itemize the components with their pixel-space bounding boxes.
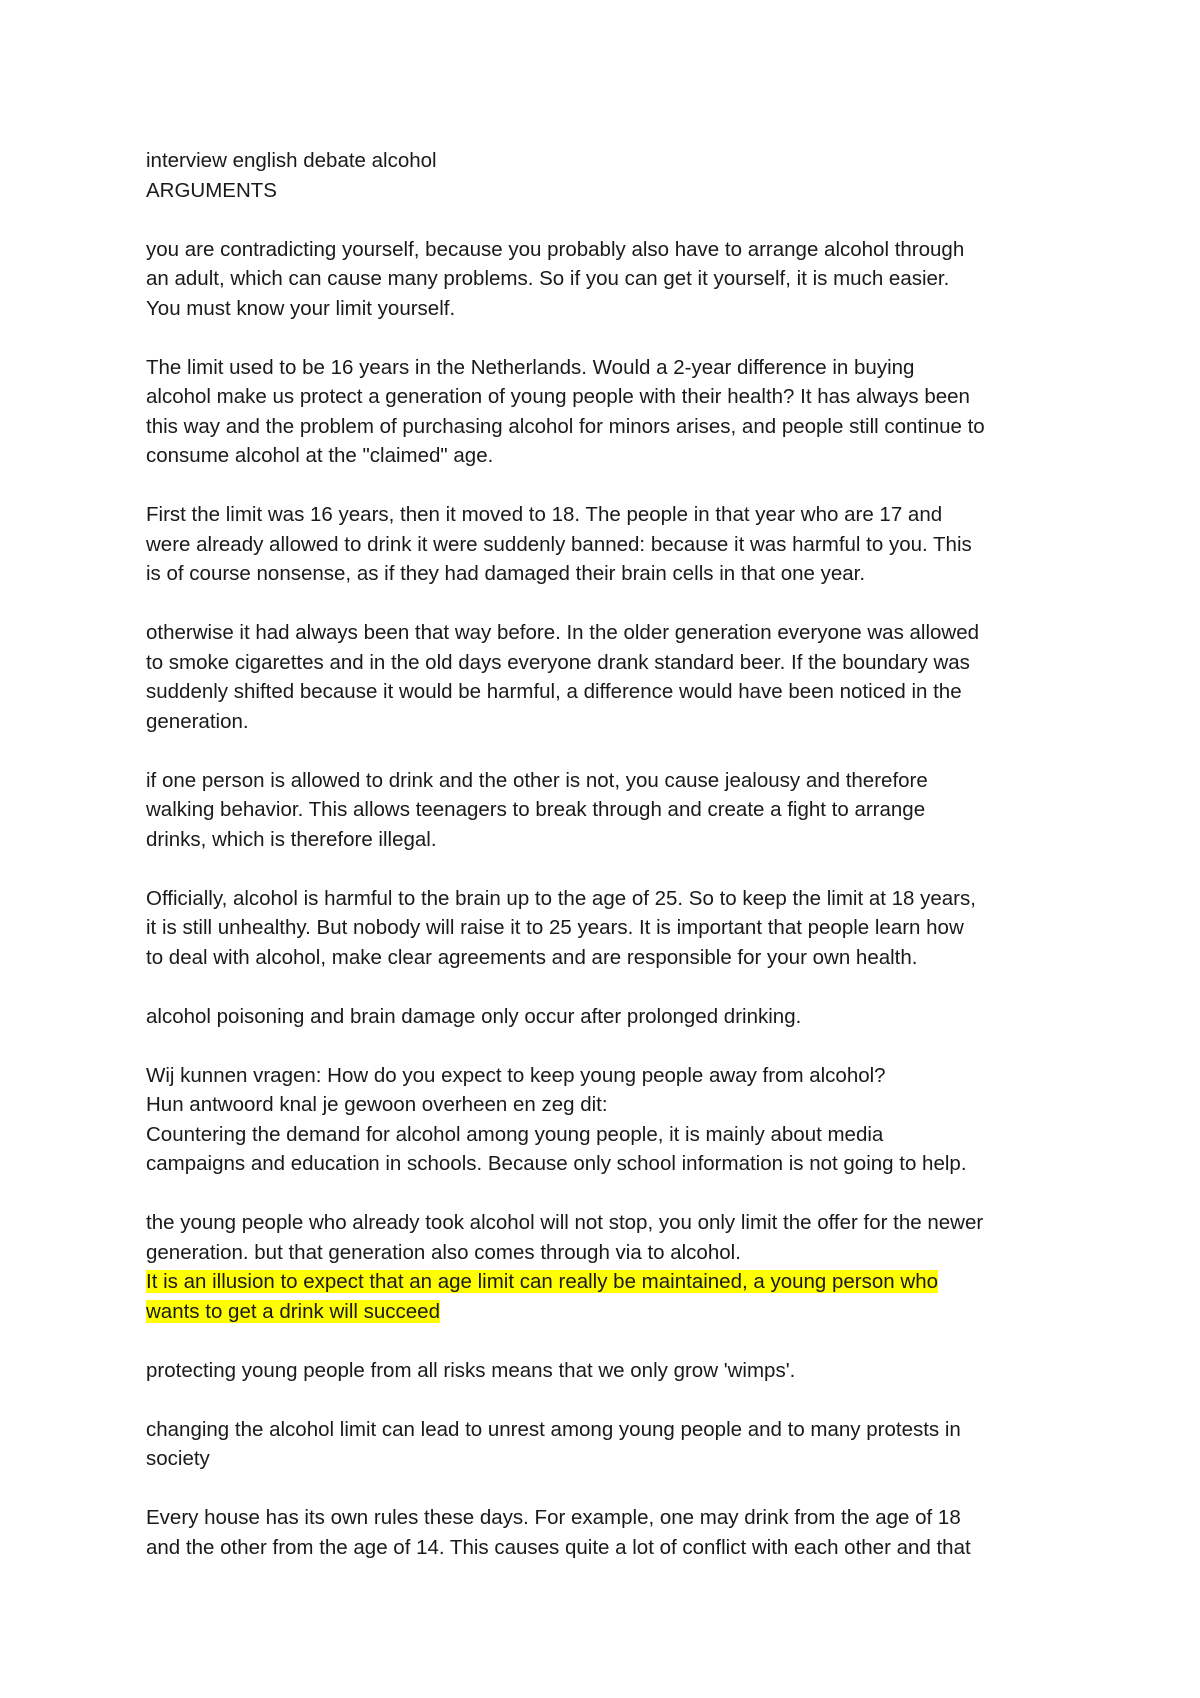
- text-line: Hun antwoord knal je gewoon overheen en zeg dit:: [146, 1093, 608, 1116]
- text-line: Countering the demand for alcohol among young people, it is mainly about media: [146, 1122, 884, 1146]
- document-body: [146, 146, 1076, 1562]
- paragraph-spacer: [146, 1326, 1076, 1356]
- text-line: consume alcohol at the "claimed" age.: [146, 444, 494, 467]
- text-line: were already allowed to drink it were suddenly banned: because it was harmful to you. This: [146, 532, 972, 556]
- highlight-text: wants to get a drink will succeed: [146, 1299, 440, 1323]
- paragraph-spacer: [146, 854, 1076, 884]
- paragraph-spacer: [146, 736, 1076, 766]
- document-title: interview english debate alcohol: [146, 149, 437, 172]
- paragraph: [146, 884, 1076, 973]
- paragraph: [146, 1002, 1076, 1032]
- paragraph: [146, 1503, 1076, 1562]
- text-line: You must know your limit yourself.: [146, 296, 456, 320]
- text-line: otherwise it had always been that way before. In the older generation everyone was allowed: [146, 621, 980, 644]
- text-line: this way and the problem of purchasing alcohol for minors arises, and people still continue to: [146, 414, 985, 438]
- paragraph: [146, 766, 1076, 855]
- paragraph-spacer: [146, 205, 1076, 235]
- paragraph: [146, 618, 1076, 736]
- highlight-text: It is an illusion to expect that an age limit can really be maintained, a young person who: [146, 1270, 938, 1293]
- text-line: walking behavior. This allows teenagers to break through and create a fight to arrange: [146, 798, 926, 821]
- paragraph: [146, 353, 1076, 471]
- paragraph-spacer: [146, 471, 1076, 501]
- paragraph-spacer: [146, 323, 1076, 353]
- text-line: the young people who already took alcohol will not stop, you only limit the offer for the newer: [146, 1211, 984, 1234]
- text-line: suddenly shifted because it would be harmful, a difference would have been noticed in the: [146, 680, 962, 703]
- text-line: alcohol poisoning and brain damage only occur after prolonged drinking.: [146, 1004, 802, 1028]
- highlighted-line: [146, 1297, 1076, 1327]
- text-line: if one person is allowed to drink and the other is not, you cause jealousy and therefore: [146, 768, 928, 792]
- text-line: Officially, alcohol is harmful to the brain up to the age of 25. So to keep the limit at 18 years,: [146, 886, 976, 910]
- text-line: to smoke cigarettes and in the old days everyone drank standard beer. If the boundary was: [146, 650, 970, 674]
- text-line: First the limit was 16 years, then it moved to 18. The people in that year who are 17 and: [146, 503, 943, 526]
- text-line: drinks, which is therefore illegal.: [146, 827, 437, 851]
- text-line: alcohol make us protect a generation of young people with their health? It has always been: [146, 385, 970, 408]
- text-line: and the other from the age of 14. This causes quite a lot of conflict with each other and that: [146, 1535, 971, 1559]
- paragraph: [146, 1356, 1076, 1386]
- paragraph-spacer: [146, 1474, 1076, 1504]
- text-line: it is still unhealthy. But nobody will raise it to 25 years. It is important that people learn how: [146, 916, 964, 939]
- text-line: generation. but that generation also comes through via to alcohol.: [146, 1240, 741, 1264]
- paragraph: [146, 500, 1076, 589]
- text-line: society: [146, 1447, 210, 1470]
- highlighted-line: [146, 1267, 1076, 1297]
- text-line: an adult, which can cause many problems. So if you can get it yourself, it is much easier.: [146, 267, 950, 290]
- text-line: campaigns and education in schools. Because only school information is not going to help.: [146, 1152, 967, 1175]
- paragraph: [146, 1061, 1076, 1179]
- section-heading: ARGUMENTS: [146, 178, 277, 202]
- paragraph: [146, 235, 1076, 324]
- text-line: generation.: [146, 709, 249, 733]
- paragraph-spacer: [146, 589, 1076, 619]
- text-line: The limit used to be 16 years in the Netherlands. Would a 2-year difference in buying: [146, 355, 915, 379]
- paragraph-spacer: [146, 1179, 1076, 1209]
- text-line: is of course nonsense, as if they had damaged their brain cells in that one year.: [146, 562, 866, 585]
- text-line: Wij kunnen vragen: How do you expect to keep young people away from alcohol?: [146, 1063, 886, 1087]
- text-line: Every house has its own rules these days. For example, one may drink from the age of 18: [146, 1506, 961, 1529]
- paragraph-spacer: [146, 972, 1076, 1002]
- paragraph: [146, 1415, 1076, 1474]
- text-line: to deal with alcohol, make clear agreements and are responsible for your own health.: [146, 945, 918, 969]
- text-line: you are contradicting yourself, because you probably also have to arrange alcohol through: [146, 237, 965, 261]
- paragraph: [146, 1208, 1076, 1326]
- paragraph-spacer: [146, 1031, 1076, 1061]
- text-line: protecting young people from all risks means that we only grow 'wimps'.: [146, 1358, 796, 1382]
- paragraph-spacer: [146, 1385, 1076, 1415]
- text-line: changing the alcohol limit can lead to unrest among young people and to many protests in: [146, 1417, 961, 1441]
